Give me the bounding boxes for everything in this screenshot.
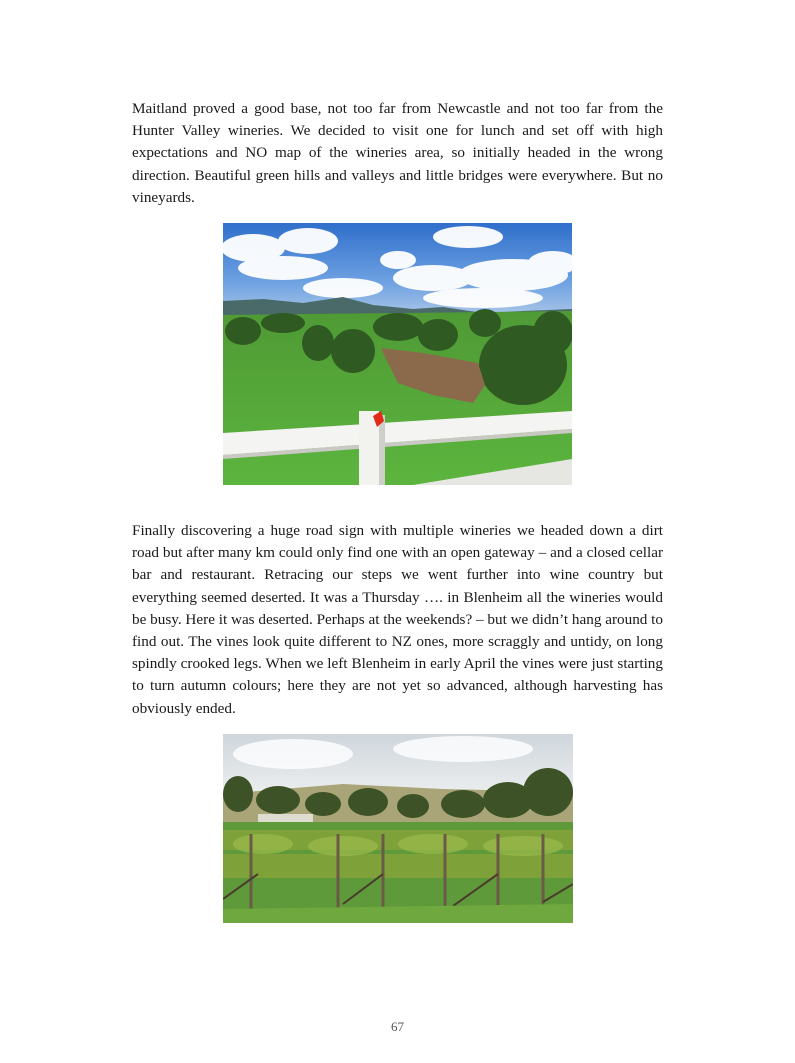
page-number: 67	[391, 1019, 404, 1034]
paragraph-1: Maitland proved a good base, not too far from Newcastle and not too far from the Hunter Valley wineries. We decided to visit one for lunch and set off with high expectations and NO map of the wineries area, so initially headed in the wrong direction. Beautiful green hills and valleys and little bridges were everywhere. But no vineyards.	[132, 100, 663, 206]
valley-river-photo	[223, 223, 572, 485]
vineyard-illustration	[223, 734, 573, 923]
valley-river-illustration	[223, 223, 572, 485]
vineyard-photo	[223, 734, 573, 923]
paragraph-2: Finally discovering a huge road sign with multiple wineries we headed down a dirt road but after many km could only find one with an open gateway – and a closed cellar bar and restaurant. Retracing our steps we went further into wine country but everything seemed deserted. It was a Thursday …. in Blenheim all the wineries would be busy. Here it was deserted. Perhaps at the weekends? – but we didn’t hang around to find out. The vines look quite different to NZ ones, more scraggly and untidy, on long spindly crooked legs. When we left Blenheim in early April the vines were just starting to turn autumn colours; here they are not yet so advanced, although harvesting has obviously ended.	[132, 522, 663, 717]
